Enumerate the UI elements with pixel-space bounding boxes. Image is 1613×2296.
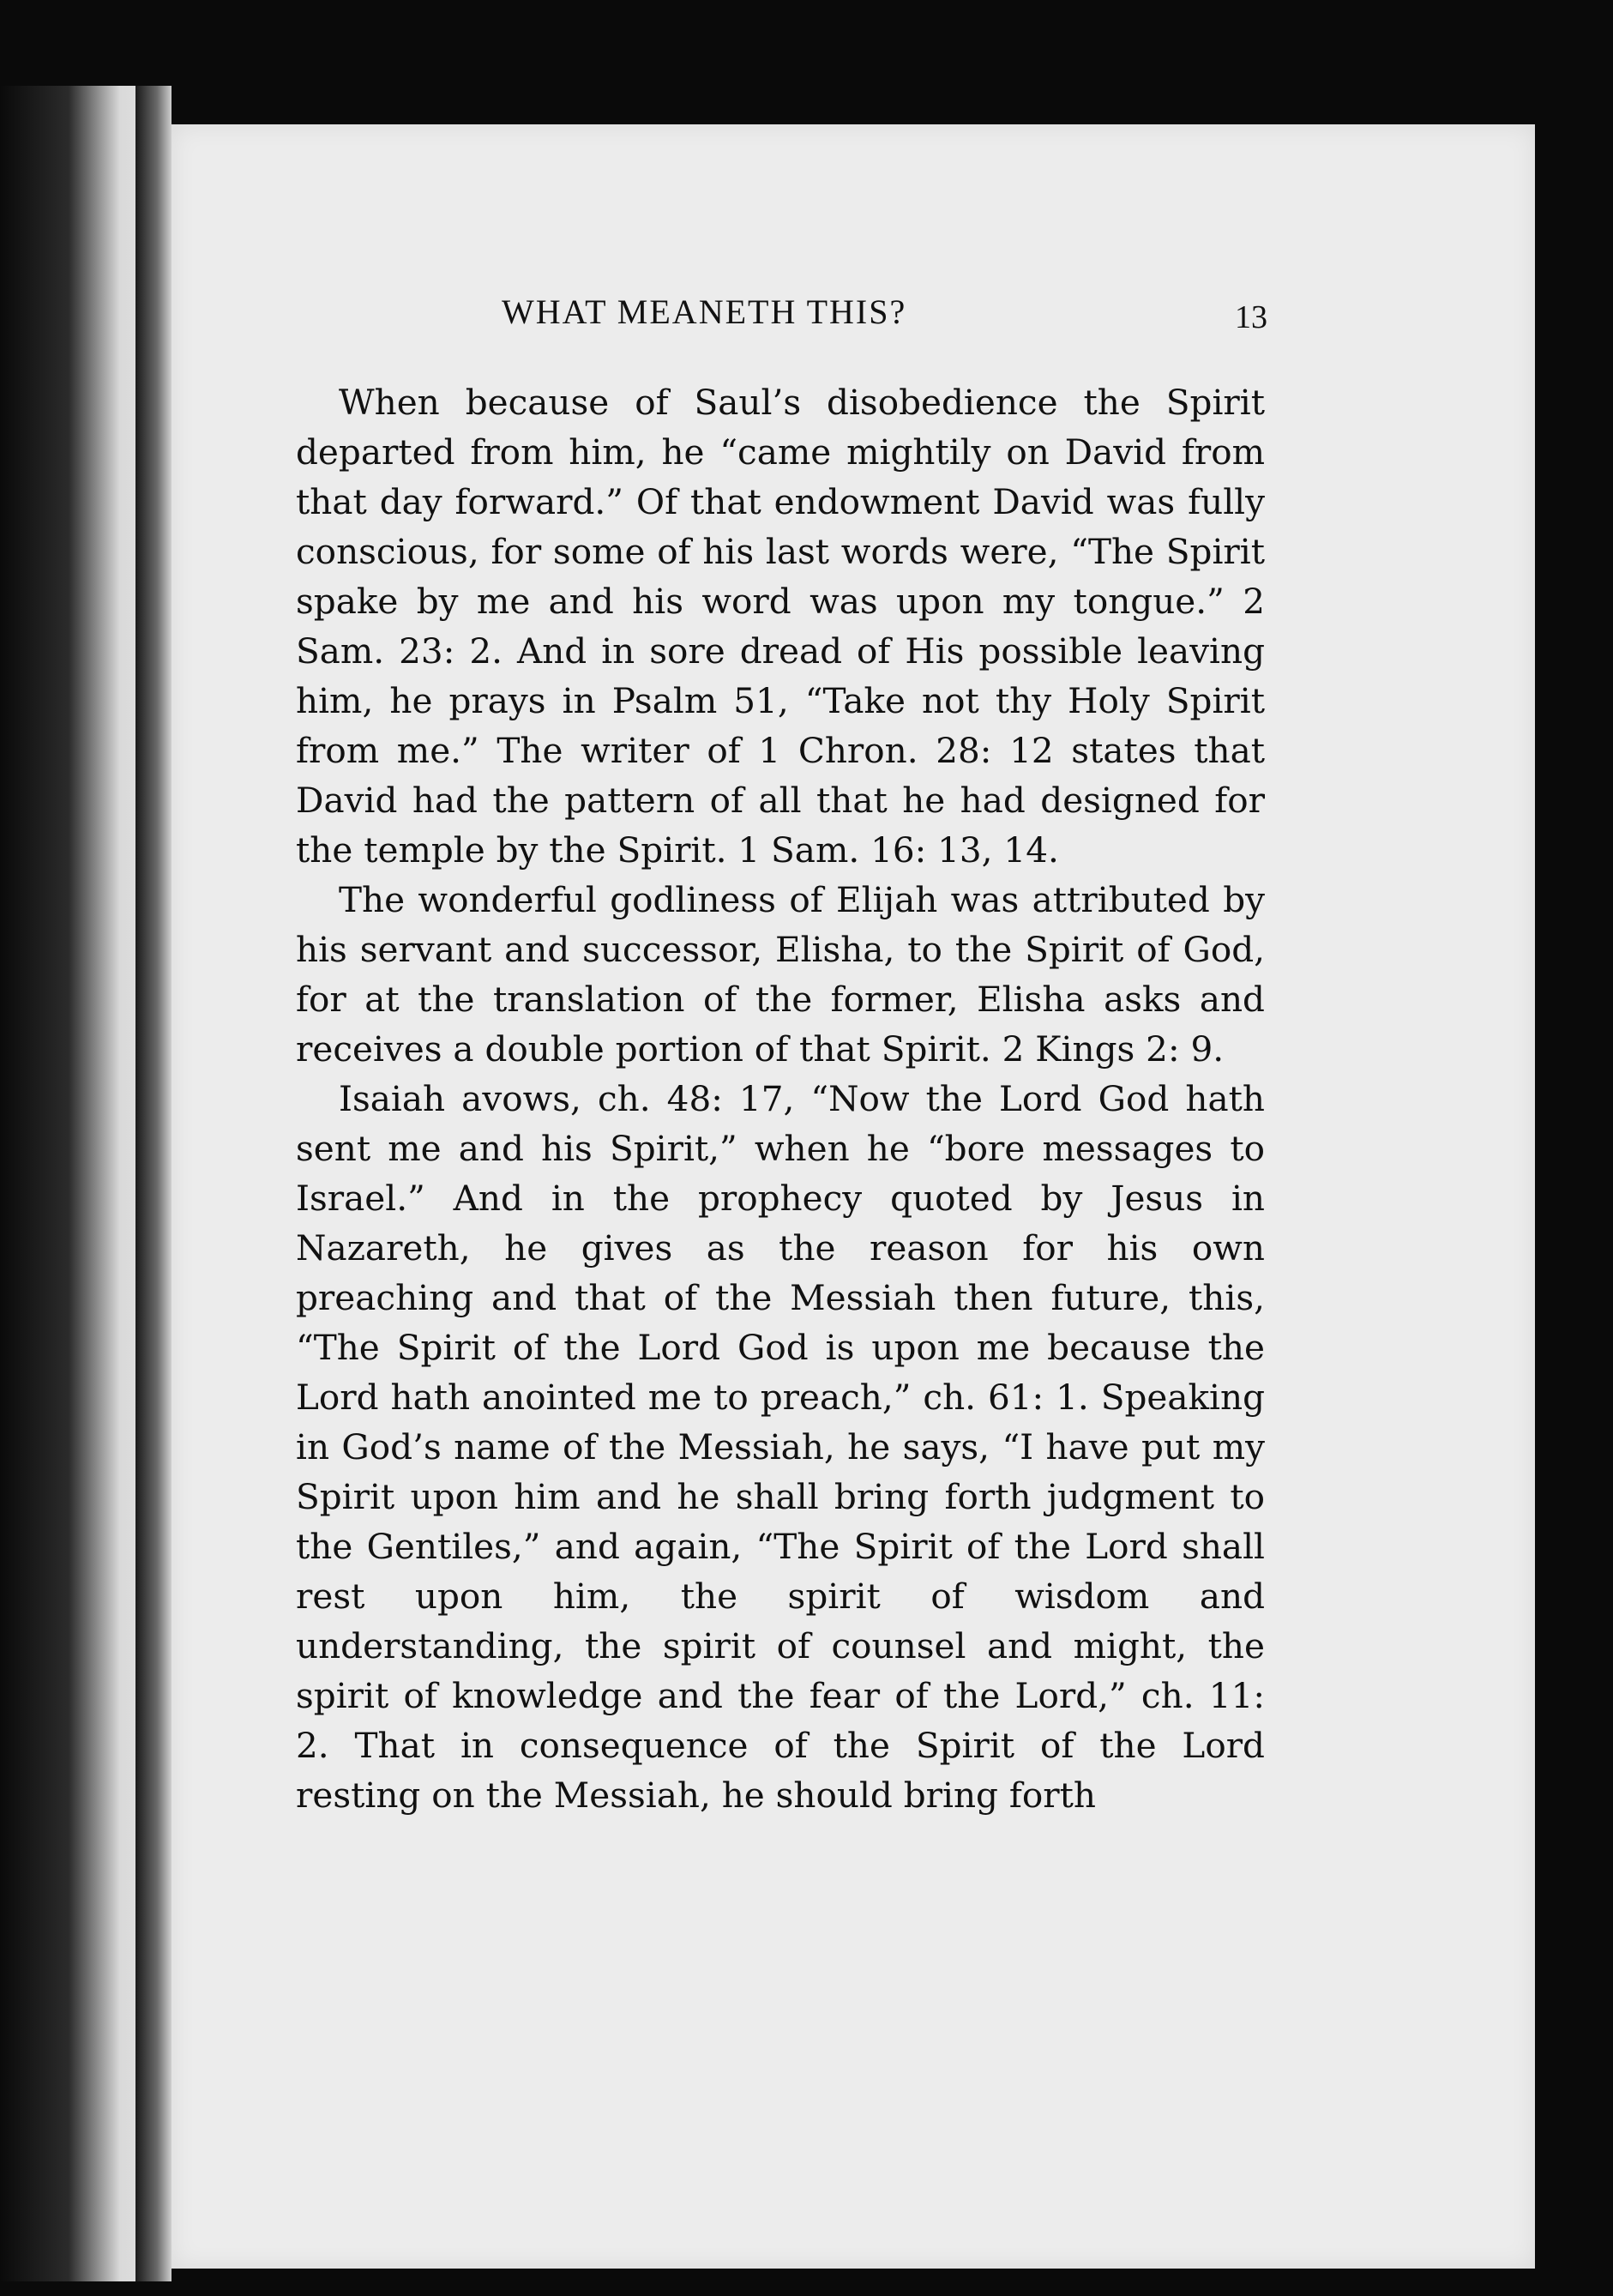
running-title: WHAT MEANETH THIS? [502,292,907,331]
body-text [296,377,1265,1820]
paragraph: The wonderful godliness of Elijah was attributed by his servant and successor, Elisha, to the Spirit of God, for at the translation of the former, Elisha asks and receives a double portion of that Spirit. 2 Kings 2: 9. [296,879,1265,1070]
book-spine [135,86,172,2281]
paragraph: Isaiah avows, ch. 48: 17, “Now the Lord God hath sent me and his Spirit,” when he “bore messages to Israel.” And in the prophecy quoted by Jesus in Nazareth, he gives as the reason for his own preaching and that of the Messiah then future, this, “The Spirit of the Lord God is upon me because the Lord hath anointed me to preach,” ch. 61: 1. Speaking in God’s name of the Messiah, he says, “I have put my Spirit upon him and he shall bring forth judgment to the Gentiles,” and again, “The Spirit of the Lord shall rest upon him, the spirit of wisdom and understanding, the spirit of counsel and might, the spirit of knowledge and the fear of the Lord,” ch. 11: 2. That in consequence of the Spirit of the Lord resting on the Messiah, he should bring forth [296,1078,1265,1816]
paragraph: When because of Saul’s disobedience the Spirit departed from him, he “came mightily on David from that day forward.” Of that endowment David was fully conscious, for some of his last words were, “The Spirit spake by me and his word was upon my tongue.” 2 Sam. 23: 2. And in sore dread of His possible leaving him, he prays in Psalm 51, “Take not thy Holy Spirit from me.” The writer of 1 Chron. 28: 12 states that David had the pattern of all that he had designed for the temple by the Spirit. 1 Sam. 16: 13, 14. [296,382,1265,871]
page-header [502,292,1273,343]
page-number: 13 [1235,299,1267,335]
